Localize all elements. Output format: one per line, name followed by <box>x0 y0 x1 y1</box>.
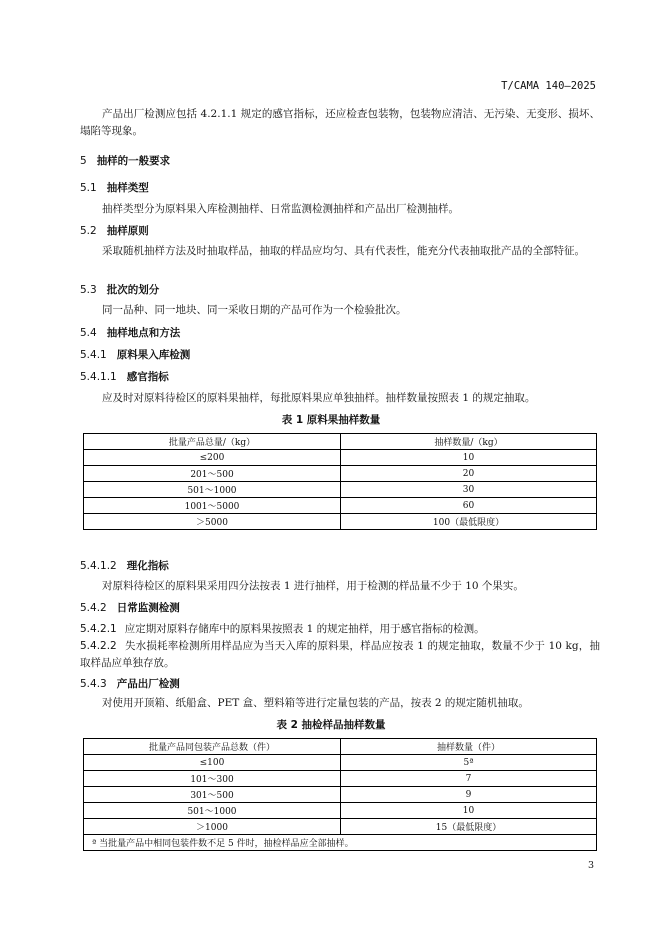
table-row <box>84 482 597 498</box>
table-cell: 10 <box>341 803 597 819</box>
table-2 <box>83 738 597 851</box>
table-1-caption: 表 1 原料果抽样数量 <box>281 414 381 426</box>
table-cell: 1001～5000 <box>84 498 341 514</box>
section-number: 5.1 <box>80 182 97 194</box>
table-footnote: ª 当批量产品中相同包装件数不足 5 件时，抽检样品应全部抽样。 <box>84 835 597 851</box>
table-cell: 100（最低限度） <box>341 514 597 530</box>
section-5-4-1-2-heading <box>80 558 169 573</box>
table-row <box>84 755 597 771</box>
section-number: 5.4.2 <box>80 602 107 614</box>
table-row <box>84 771 597 787</box>
section-title: 抽样原则 <box>106 225 149 237</box>
table-cell: 10 <box>341 450 597 466</box>
section-5-4-3-heading <box>80 676 180 691</box>
section-5-4-1-1-heading <box>80 369 169 384</box>
section-number: 5.4.1.1 <box>80 371 117 383</box>
table-1 <box>83 433 597 530</box>
section-number: 5.2 <box>80 225 97 237</box>
table-cell: 30 <box>341 482 597 498</box>
section-5-1-heading <box>80 180 149 195</box>
section-title: 抽样地点和方法 <box>106 327 181 339</box>
table-cell: 501～1000 <box>84 482 341 498</box>
section-title: 产品出厂检测 <box>116 678 180 690</box>
table-cell: ≤100 <box>84 755 341 771</box>
table-row <box>84 498 597 514</box>
table-cell: 9 <box>341 787 597 803</box>
table-cell: ＞5000 <box>84 514 341 530</box>
section-title: 抽样的一般要求 <box>96 155 171 167</box>
table-header-cell: 抽样数量/（kg） <box>341 434 597 450</box>
table-cell: 301～500 <box>84 787 341 803</box>
section-number: 5.4.3 <box>80 678 107 690</box>
section-title: 日常监测检测 <box>116 602 180 614</box>
section-number: 5.4 <box>80 327 97 339</box>
table-row <box>84 466 597 482</box>
section-5-2-text: 采取随机抽样方法及时抽取样品，抽取的样品应均匀、具有代表性，能充分代表抽取批产品的全部特征。 <box>102 245 585 257</box>
clause-number: 5.4.2.2 <box>80 640 117 652</box>
table-cell: ≤200 <box>84 450 341 466</box>
standard-code: T/CAMA 140—2025 <box>501 80 596 92</box>
table-row <box>84 514 597 530</box>
table-cell: 15（最低限度） <box>341 819 597 835</box>
section-5-4-1-heading <box>80 347 190 362</box>
section-number: 5.3 <box>80 284 97 296</box>
table-row <box>84 787 597 803</box>
section-5-4-3-text: 对使用开顶箱、纸船盒、PET 盒、塑料箱等进行定量包装的产品，按表 2 的规定随机抽取。 <box>102 697 529 709</box>
section-title: 原料果入库检测 <box>116 349 191 361</box>
table-cell: 7 <box>341 771 597 787</box>
table-cell: 101～300 <box>84 771 341 787</box>
table-cell: 501～1000 <box>84 803 341 819</box>
table-cell: ＞1000 <box>84 819 341 835</box>
table-row <box>84 803 597 819</box>
section-5-4-1-2-text: 对原料待检区的原料果采用四分法按表 1 进行抽样，用于检测的样品量不少于 10 个果实。 <box>102 580 524 592</box>
table-row <box>84 450 597 466</box>
table-footnote-row <box>84 835 597 851</box>
table-header-cell: 批量产品同包装产品总数（件） <box>84 739 341 755</box>
table-header-cell: 批量产品总量/（kg） <box>84 434 341 450</box>
clause-text: 应定期对原料存储库中的原料果按照表 1 的规定抽样，用于感官指标的检测。 <box>124 623 485 635</box>
section-5-4-2-2-text <box>80 638 600 672</box>
section-number: 5.4.1 <box>80 349 107 361</box>
section-5-4-1-1-text: 应及时对原料待检区的原料果抽样，每批原料果应单独抽样。抽样数量按照表 1 的规定抽取。 <box>102 392 536 404</box>
section-title: 感官指标 <box>126 371 169 383</box>
section-number: 5 <box>80 155 87 167</box>
table-2-caption: 表 2 抽检样品抽样数量 <box>276 719 386 731</box>
section-5-4-2-1-text <box>80 621 600 638</box>
table-cell: 5ª <box>341 755 597 771</box>
table-row <box>84 819 597 835</box>
section-5-1-text: 抽样类型分为原料果入库检测抽样、日常监测检测抽样和产品出厂检测抽样。 <box>102 203 459 215</box>
clause-text: 失水损耗率检测所用样品应为当天入库的原料果，样品应按表 1 的规定抽取，数量不少于 10 kg，抽取样品应单独存放。 <box>80 640 600 669</box>
table-cell: 20 <box>341 466 597 482</box>
section-5-3-heading <box>80 282 159 297</box>
table-cell: 60 <box>341 498 597 514</box>
page-number: 3 <box>587 860 594 871</box>
section-title: 抽样类型 <box>106 182 149 194</box>
section-5-4-2-heading <box>80 600 180 615</box>
table-cell: 201～500 <box>84 466 341 482</box>
section-5-3-text: 同一品种、同一地块、同一采收日期的产品可作为一个检验批次。 <box>102 304 407 316</box>
section-5-4-heading <box>80 325 180 340</box>
section-title: 理化指标 <box>126 560 169 572</box>
intro-paragraph: 产品出厂检测应包括 4.2.1.1 规定的感官指标，还应检查包装物，包装物应清洁、无污染、无变形、损坏、塌陷等现象。 <box>80 108 600 137</box>
section-5-2-heading <box>80 223 149 238</box>
clause-number: 5.4.2.1 <box>80 623 117 635</box>
section-title: 批次的划分 <box>106 284 160 296</box>
section-number: 5.4.1.2 <box>80 560 117 572</box>
section-5-heading <box>80 153 170 168</box>
table-header-cell: 抽样数量（件） <box>341 739 597 755</box>
